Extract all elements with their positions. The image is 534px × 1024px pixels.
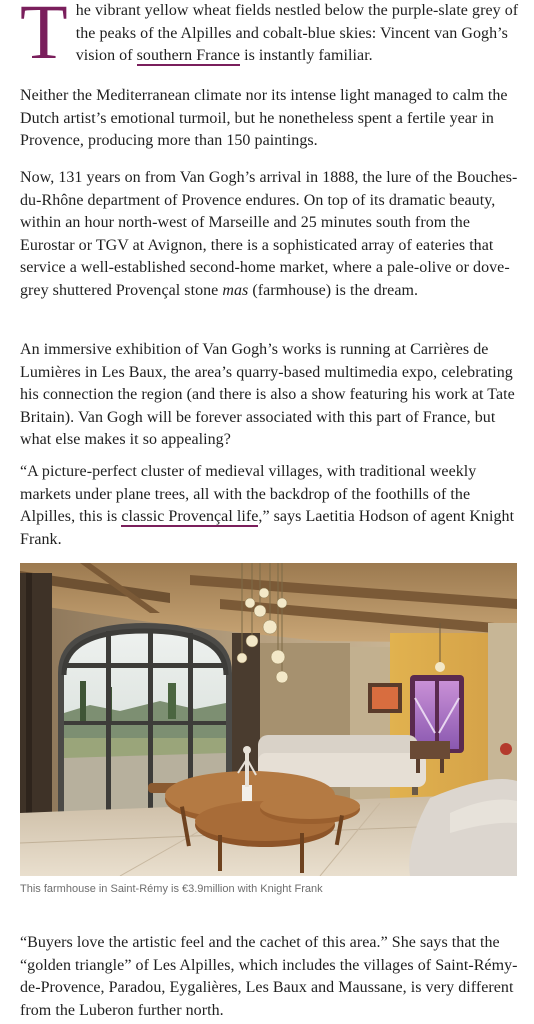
southern-france-link[interactable]: southern France xyxy=(136,47,241,64)
drop-cap: T xyxy=(20,0,68,75)
paragraph-3-text-a: Now, 131 years on from Van Gogh’s arrival in 1888, the lure of the Bouches-du-Rhône department of Provence endures. On top of its dramatic beauty, within an hour north-west of Marseille and 25 minutes south from the Eurostar or TGV at Avignon, there is a sophisticated array of eateries that service a well-established second-home market, where a pale-olive or dove-grey shuttered Provençal stone xyxy=(20,169,518,299)
paragraph-2: Neither the Mediterranean climate nor its intense light managed to calm the Dutch artist’s emotional turmoil, but he nonetheless spent a fertile year in Provence, producing more than 150 paintings. xyxy=(20,87,508,149)
paragraph-5-text-a: “A picture-perfect cluster of medieval villages, with traditional weekly markets under plane trees, all with the backdrop of the foothills of the Alpilles, this is xyxy=(20,463,477,525)
paragraph-6: “Buyers love the artistic feel and the cachet of this area.” She says that the “golden triangle” of Les Alpilles, which includes the villages of Saint-Rémy-de-Provence, Paradou, Eygalières, Les Baux and Maussane, is very different from the Luberon further north. xyxy=(20,934,518,1019)
paragraph-3 xyxy=(20,167,520,302)
paragraph-intro-text-a: he vibrant yellow wheat fields nestled below the purple-slate grey of the peaks of the Alpilles and cobalt-blue skies: Vincent van Gogh’s vision of xyxy=(75,2,519,64)
paragraph-intro xyxy=(20,0,520,75)
farmhouse-interior-photo xyxy=(20,563,517,876)
paragraph-5-text-b: ,” says Laetitia Hodson of agent Knight Frank. xyxy=(20,508,515,548)
paragraph-3-italic: mas xyxy=(222,281,249,299)
paragraph-3-text-b: (farmhouse) is the dream. xyxy=(248,281,419,299)
photo-caption: This farmhouse in Saint-Rémy is €3.9million with Knight Frank xyxy=(20,883,323,895)
paragraph-5 xyxy=(20,461,520,551)
classic-provencal-life-link[interactable]: classic Provençal life xyxy=(121,508,259,525)
paragraph-4: An immersive exhibition of Van Gogh’s works is running at Carrières de Lumières in Les Baux, the area’s quarry-based multimedia expo, celebrating his connection the region (and there is also a show featuring his work at Tate Britain). Van Gogh will be forever associated with this part of France, but what else makes it so appealing? xyxy=(20,341,515,448)
paragraph-intro-text-b: is instantly familiar. xyxy=(240,47,373,64)
farmhouse-interior-illustration xyxy=(20,563,517,876)
